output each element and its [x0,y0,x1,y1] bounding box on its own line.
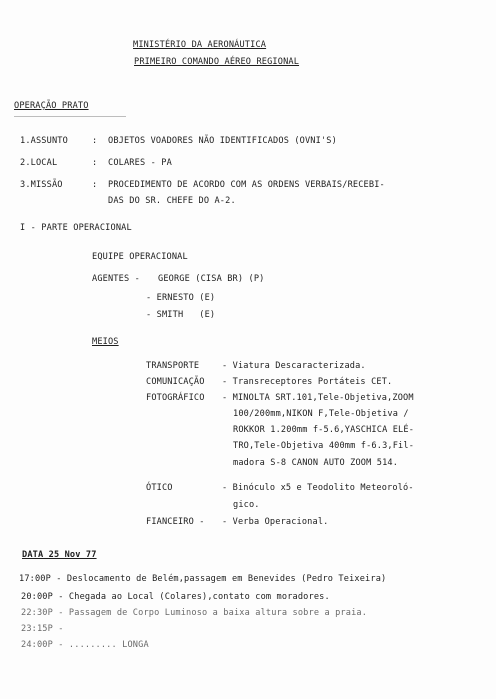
item-mission-value-line2: DAS DO SR. CHEFE DO A-2. [108,196,236,206]
means-finance-label: FIANCEIRO - [146,517,205,527]
item-mission-label: 3.MISSÃO [20,180,63,190]
means-transport-value: - Viatura Descaracterizada. [222,361,366,371]
header-command: PRIMEIRO COMANDO AÉREO REGIONAL [134,57,300,67]
means-photo-label: FOTOGRÁFICO [146,393,205,403]
means-optical-value-line1: - Binóculo x5 e Teodolito Meteoroló- [222,483,414,493]
means-photo-value-line4: TRO,Tele-Objetiva 400mm f-6.3,Fil- [233,441,415,451]
means-optical-value-line2: gico. [233,500,260,510]
means-finance-value: - Verba Operacional. [222,517,329,527]
team-title: EQUIPE OPERACIONAL [92,252,188,262]
item-location-label: 2.LOCAL [20,158,58,168]
log-entry: 23:15P - [21,624,64,634]
means-photo-value-line2: 100/200mm,NIKON F,Tele-Objetiva / [233,409,409,419]
means-communication-label: COMUNICAÇÃO [146,377,205,387]
agent-ernesto: - ERNESTO (E) [146,293,216,303]
log-date-title: DATA 25 Nov 77 [22,550,97,560]
item-subject-label: 1.ASSUNTO [20,136,68,146]
section-title-operational: I - PARTE OPERACIONAL [20,223,132,233]
agents-label: AGENTES - [92,274,140,284]
means-communication-value: - Transreceptores Portáteis CET. [222,377,393,387]
item-mission-sep: : [92,180,98,190]
log-entry: 17:00P - Deslocamento de Belém,passagem em Benevides (Pedro Teixeira) [19,574,387,584]
log-entry: 24:00P - ......... LONGA [21,640,149,650]
means-title: MEIOS [92,337,119,347]
means-photo-value-line5: madora S-8 CANON AUTO ZOOM 514. [233,458,399,468]
item-location-sep: : [92,158,98,168]
means-photo-value-line3: ROKKOR 1.200mm f-5.6,YASCHICA ELÉ- [233,425,415,435]
log-entry: 22:30P - Passagem de Corpo Luminoso a baixa altura sobre a praia. [21,608,368,618]
means-optical-label: ÓTICO [146,483,173,493]
means-transport-label: TRANSPORTE [146,361,200,371]
agent-george: GEORGE (CISA BR) (P) [158,274,265,284]
log-entry: 20:00P - Chegada ao Local (Colares),contato com moradores. [21,592,330,602]
item-subject-value: OBJETOS VOADORES NÃO IDENTIFICADOS (OVNI'S) [108,136,337,146]
means-photo-value-line1: - MINOLTA SRT.101,Tele-Objetiva,ZOOM [222,393,414,403]
operation-title: OPERAÇÃO PRATO [14,101,89,111]
scan-smear [14,116,126,117]
header-ministry: MINISTÉRIO DA AERONÁUTICA [133,40,267,50]
item-location-value: COLARES - PA [108,158,172,168]
item-subject-sep: : [92,136,98,146]
agent-smith: - SMITH (E) [146,310,216,320]
item-mission-value-line1: PROCEDIMENTO DE ACORDO COM AS ORDENS VERBAIS/RECEBI- [108,180,385,190]
